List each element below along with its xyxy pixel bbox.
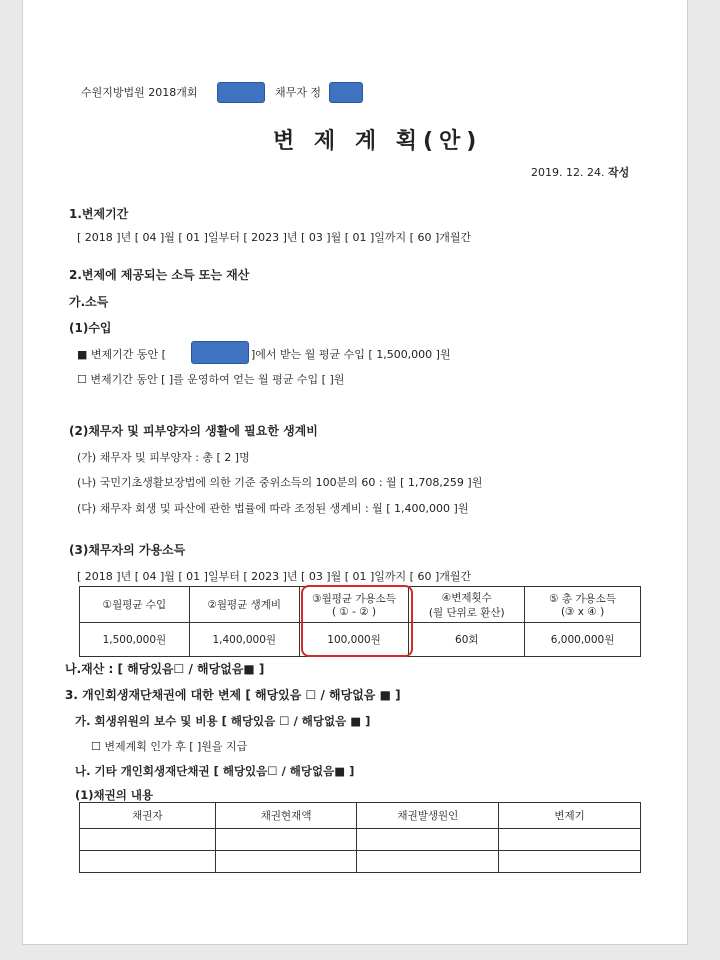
- asset-line: 나.재산 : [ 해당있음☐ / 해당없음■ ]: [65, 662, 265, 676]
- document-page: [22, 0, 688, 945]
- header-repayment-date: 변제기: [499, 803, 641, 829]
- redaction-employer: [191, 341, 249, 364]
- income-line-1-start: ■ 변제기간 동안 [: [77, 348, 166, 361]
- median-income-line: (나) 국민기초생활보장법에 의한 기준 중위소득의 100분의 60 : 월 [ 1,708,259 ]원: [77, 476, 483, 489]
- header-creditor: 채권자: [80, 803, 216, 829]
- debtor-label: 채무자 정: [275, 86, 322, 99]
- income-line-2: ☐ 변제기간 동안 [ ]를 운영하여 얻는 월 평균 수입 [ ]원: [77, 373, 345, 386]
- dependents-line: (가) 채무자 및 피부양자 : 총 [ 2 ]명: [77, 451, 250, 464]
- highlight-disposable-income: [301, 585, 413, 657]
- table-row: [80, 851, 641, 873]
- value-total-disposable: 6,000,000원: [525, 623, 641, 657]
- value-repayment-count: 60회: [409, 623, 525, 657]
- header-claim-amount: 채권현재액: [215, 803, 357, 829]
- claims-header-row: [80, 803, 641, 829]
- table-row: [80, 829, 641, 851]
- trustee-fee-line: 가. 회생위원의 보수 및 비용 [ 해당있음 ☐ / 해당없음 ■ ]: [75, 714, 371, 728]
- value-monthly-living-cost: 1,400,000원: [189, 623, 299, 657]
- income-subheading: 가.소득: [69, 295, 109, 309]
- header-repayment-count: ④변제횟수 (월 단위로 환산): [409, 587, 525, 623]
- redaction-case-number: [217, 82, 265, 103]
- adjusted-living-cost-line: (다) 채무자 회생 및 파산에 관한 법률에 따라 조정된 생계비 : 월 [ 1,400,000 ]원: [77, 502, 469, 515]
- value-monthly-income: 1,500,000원: [80, 623, 190, 657]
- header-monthly-living-cost: ②월평균 생계비: [189, 587, 299, 623]
- repayment-period-line: [ 2018 ]년 [ 04 ]월 [ 01 ]일부터 [ 2023 ]년 [ 03 ]월 [ 01 ]일까지 [ 60 ]개월간: [77, 231, 472, 244]
- section-2-heading: 2.변제에 제공되는 소득 또는 재산: [69, 268, 250, 282]
- section-3-heading: 3. 개인회생재단채권에 대한 변제 [ 해당있음 ☐ / 해당없음 ■ ]: [65, 688, 401, 702]
- other-claims-line: 나. 기타 개인회생재단채권 [ 해당있음☐ / 해당없음■ ]: [75, 764, 355, 778]
- payment-after-approval-line: ☐ 변제계획 인가 후 [ ]원을 지급: [91, 740, 248, 753]
- disposable-period-line: [ 2018 ]년 [ 04 ]월 [ 01 ]일부터 [ 2023 ]년 [ 03 ]월 [ 01 ]일까지 [ 60 ]개월간: [77, 570, 472, 583]
- court-case-label: 수원지방법원 2018개회: [81, 86, 198, 99]
- claims-table: [79, 802, 641, 873]
- header-monthly-income: ①월평균 수입: [80, 587, 190, 623]
- header-monthly-disposable: ③월평균 가용소득 ( ① - ② ): [299, 587, 409, 623]
- disposable-income-subheading: (3)채무자의 가용소득: [69, 543, 186, 557]
- header-total-disposable: ⑤ 총 가용소득 (③ x ④ ): [525, 587, 641, 623]
- income-line-1-end: ]에서 받는 월 평균 수입 [ 1,500,000 ]원: [251, 348, 451, 361]
- created-date: 2019. 12. 24. 작성: [531, 166, 630, 179]
- revenue-subheading: (1)수입: [69, 321, 112, 335]
- living-cost-subheading: (2)채무자 및 피부양자의 생활에 필요한 생계비: [69, 424, 318, 438]
- section-1-heading: 1.변제기간: [69, 207, 129, 221]
- claims-content-subheading: (1)채권의 내용: [75, 788, 154, 802]
- header-claim-cause: 채권발생원인: [357, 803, 499, 829]
- value-monthly-disposable: 100,000원: [299, 623, 409, 657]
- redaction-debtor-name: [329, 82, 363, 103]
- document-title: 변 제 계 획(안): [273, 129, 483, 154]
